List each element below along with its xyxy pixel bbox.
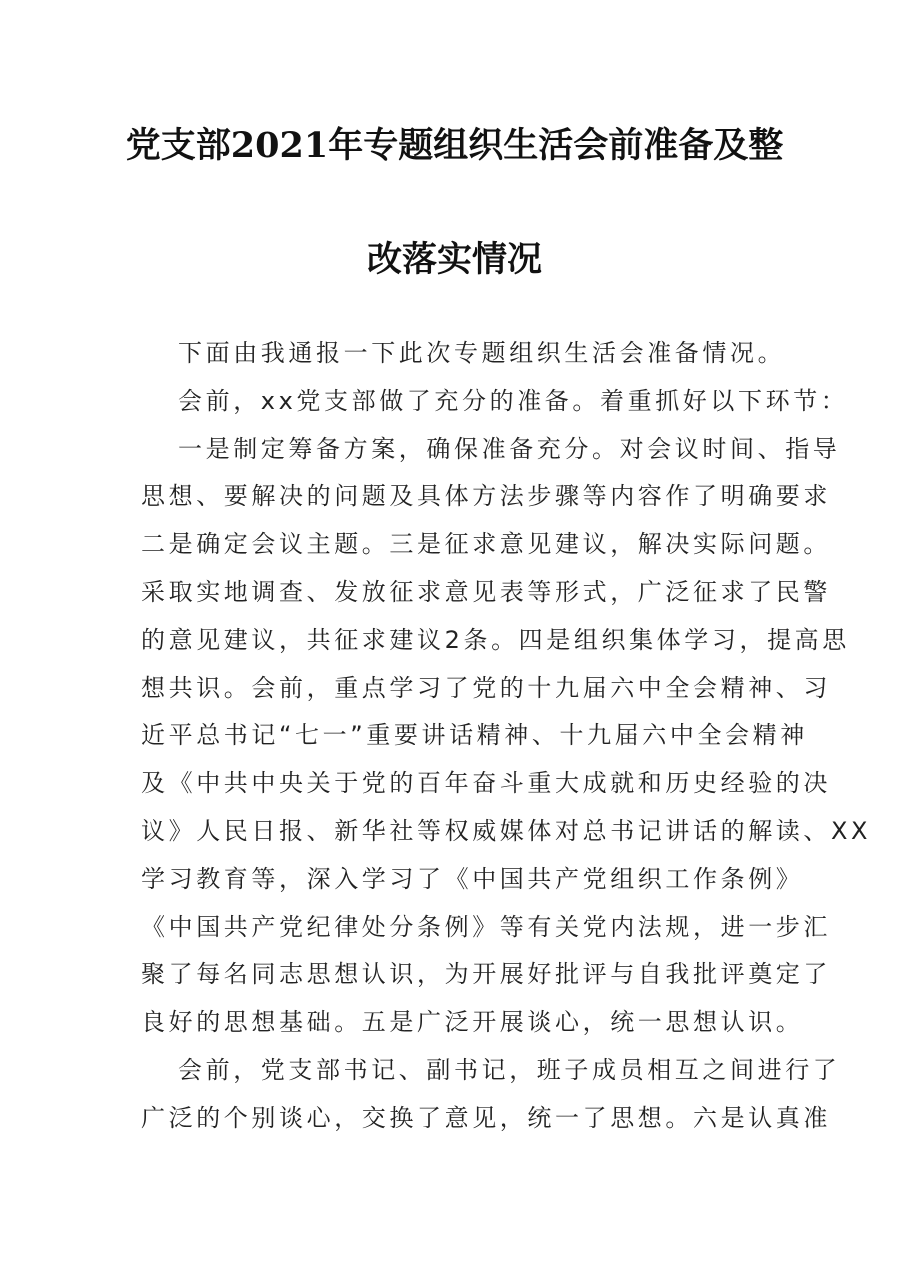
document-body [141, 330, 872, 1143]
body-line: 下面由我通报一下此次专题组织生活会准备情况。 [178, 339, 786, 367]
body-line: 议》人民日报、新华社等权威媒体对总书记讲话的解读、XX [141, 816, 872, 845]
body-line: 广泛的个别谈心，交换了意见，统一了思想。六是认真准 [141, 1103, 831, 1132]
body-line: 《中国共产党纪律处分条例》等有关党内法规，进一步汇 [141, 912, 831, 941]
document-title-line-2: 改落实情况 [366, 239, 542, 280]
body-line: 采取实地调查、发放征求意见表等形式，广泛征求了民警 [141, 577, 831, 606]
body-line: 近平总书记“七一”重要讲话精神、十九届六中全会精神 [141, 721, 808, 750]
body-line: 一是制定筹备方案，确保准备充分。对会议时间、指导 [178, 434, 841, 463]
body-line: 良好的思想基础。五是广泛开展谈心，统一思想认识。 [141, 1008, 804, 1037]
body-line: 及《中共中央关于党的百年奋斗重大成就和历史经验的决 [141, 769, 831, 798]
body-line: 二是确定会议主题。三是征求意见建议，解决实际问题。 [141, 530, 831, 559]
body-line: 会前，xx党支部做了充分的准备。着重抓好以下环节： [178, 386, 849, 415]
body-line: 聚了每名同志思想认识，为开展好批评与自我批评奠定了 [141, 960, 831, 989]
body-line: 想共识。会前，重点学习了党的十九届六中全会精神、习 [141, 673, 831, 702]
document-title-line-1: 党支部2021年专题组织生活会前准备及整 [125, 125, 784, 166]
body-line: 会前，党支部书记、副书记，班子成员相互之间进行了 [178, 1055, 841, 1084]
body-line: 思想、要解决的问题及具体方法步骤等内容作了明确要求 [141, 482, 831, 511]
body-line: 的意见建议，共征求建议2条。四是组织集体学习，提高思 [141, 625, 850, 654]
body-line: 学习教育等，深入学习了《中国共产党组织工作条例》 [141, 864, 804, 893]
